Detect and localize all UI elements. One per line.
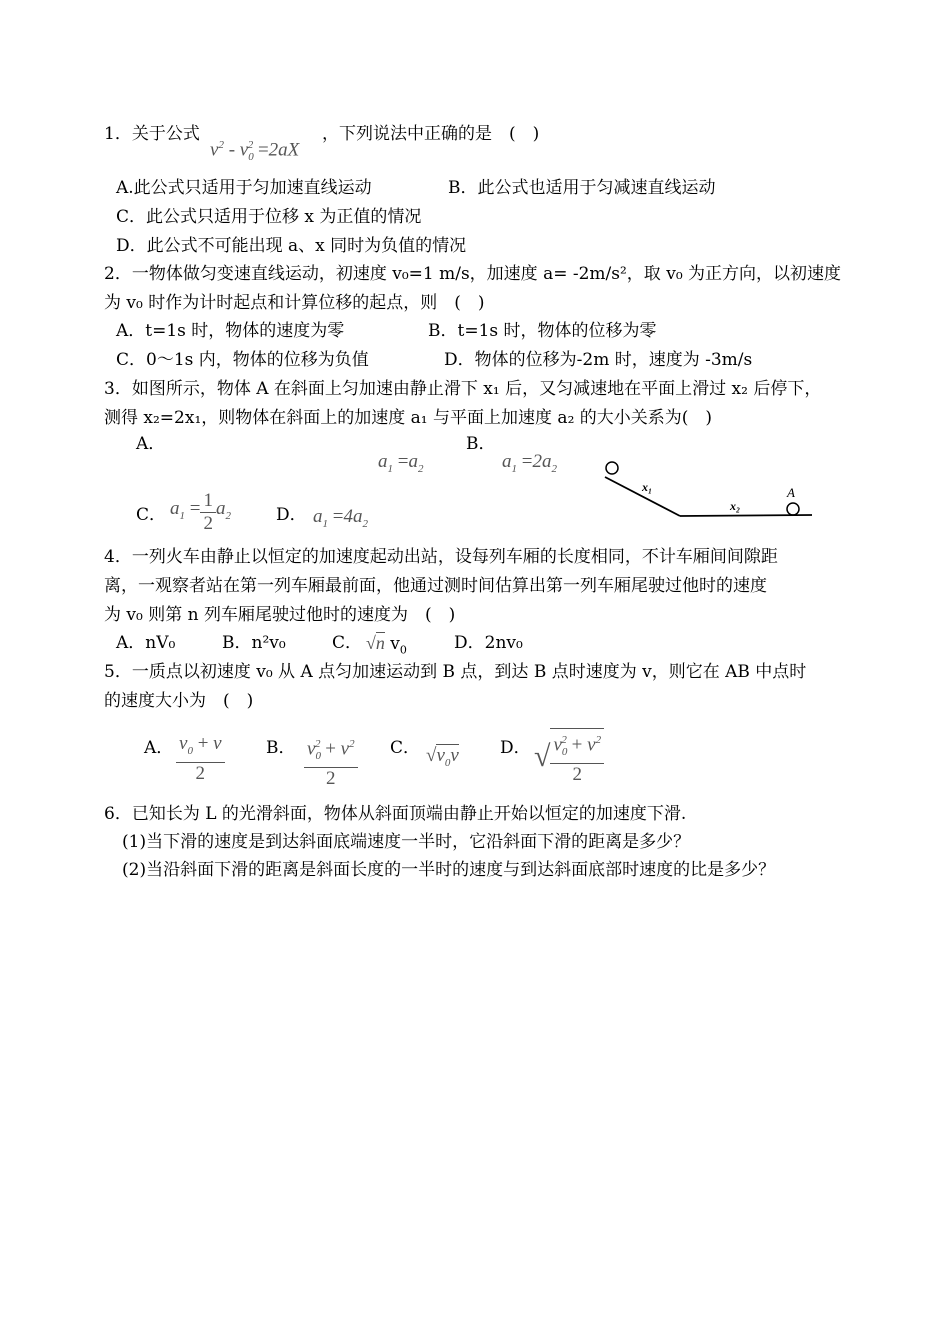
q5-option-a-formula: $\frac{v_0 + v}{2}$ — [176, 733, 225, 785]
q2-stem-line2: 为 v₀ 时作为计时起点和计算位移的起点，则 ( ) — [104, 293, 485, 313]
q1-option-c: C．此公式只适用于位移 x 为正值的情况 — [116, 207, 422, 227]
ball-a-icon — [787, 503, 799, 515]
q3-stem-line1: 3．如图所示，物体 A 在斜面上匀加速由静止滑下 x₁ 后，又匀减速地在平面上滑过 x₂ 后停下， — [104, 379, 822, 399]
q6-stem: 6．已知长为 L 的光滑斜面，物体从斜面顶端由静止开始以恒定的加速度下滑. — [104, 804, 687, 824]
q5-option-c-formula: $√v_0v$ — [426, 745, 459, 769]
q1-stem-suffix: ，下列说法中正确的是 ( ) — [322, 124, 540, 144]
q4-stem-line3: 为 v₀ 则第 n 列车厢尾驶过他时的速度为 ( ) — [104, 605, 456, 625]
q3-option-c-label: C． — [136, 505, 167, 525]
q4-option-b: B．n²v₀ — [222, 633, 286, 653]
q5-option-d-formula: √ $\frac{v_0^2 + v^2}{2}$ — [534, 728, 604, 786]
q6-part1: (1)当下滑的速度是到达斜面底端速度一半时，它沿斜面下滑的距离是多少？ — [122, 832, 691, 852]
q2-option-d: D．物体的位移为-2m 时，速度为 -3m/s — [444, 350, 753, 370]
q1-stem-prefix: 1．关于公式 — [104, 124, 200, 144]
incline-figure — [596, 455, 818, 525]
q1-option-d: D．此公式不可能出现 a、x 同时为负值的情况 — [116, 236, 467, 256]
q3-stem-line2: 测得 x₂=2x₁，则物体在斜面上的加速度 a₁ 与平面上加速度 a₂ 的大小关系为( ) — [104, 408, 713, 428]
q1-option-a: A.此公式只适用于匀加速直线运动 — [116, 178, 372, 198]
q4-option-d: D．2nv₀ — [454, 633, 523, 653]
q1-option-b: B．此公式也适用于匀减速直线运动 — [448, 178, 716, 198]
q5-option-b-label: B． — [266, 738, 296, 758]
q2-option-b: B．t=1s 时，物体的位移为零 — [428, 321, 657, 341]
q4-option-a: A．nV₀ — [116, 633, 176, 653]
q3-option-c-formula: $a_1$ = $\frac{1}{2}$ $a_2$ — [170, 490, 231, 534]
q2-stem-line1: 2．一物体做匀变速直线运动，初速度 v₀=1 m/s，加速度 a= -2m/s²，取 v₀ 为正方向，以初速度 — [104, 264, 842, 284]
q3-option-d-label: D． — [276, 505, 307, 525]
q6-part2: (2)当沿斜面下滑的距离是斜面长度的一半时的速度与到达斜面底部时速度的比是多少？ — [122, 860, 776, 880]
q3-option-a-label: A． — [136, 434, 166, 454]
q5-stem-line2: 的速度大小为 ( ) — [104, 691, 254, 711]
q5-option-c-label: C． — [390, 738, 421, 758]
q5-stem-line1: 5．一质点以初速度 v₀ 从 A 点匀加速运动到 B 点，到达 B 点时速度为 v，则它在 AB 中点时 — [104, 662, 807, 682]
q5-option-a-label: A． — [144, 738, 174, 758]
q3-option-a-formula: $a_1 =a_2$ — [378, 451, 424, 475]
q3-option-d-formula: $a_1 =4a_2$ — [313, 506, 368, 530]
q3-option-b-label: B． — [466, 434, 496, 454]
q4-stem-line1: 4．一列火车由静止以恒定的加速度起动出站，设每列车厢的长度相同，不计车厢间间隙距 — [104, 547, 778, 567]
label-a: A — [787, 485, 795, 500]
label-x2: x₂ — [730, 499, 741, 513]
q2-option-c: C．0～1s 内，物体的位移为负值 — [116, 350, 369, 370]
ball-top-icon — [606, 462, 618, 474]
q5-option-b-formula: $\frac{v_0^2 + v^2}{2}$ — [304, 733, 358, 790]
q5-option-d-label: D． — [500, 738, 531, 758]
q3-option-b-formula: $a_1 =2a_2$ — [502, 451, 557, 475]
q4-option-c-formula: √n $v_0$ — [366, 633, 407, 657]
q1-formula: $v^2 - v_0^2 =2aX$ — [210, 139, 300, 164]
q4-option-c-label: C． — [332, 633, 363, 653]
q2-option-a: A．t=1s 时，物体的速度为零 — [116, 321, 345, 341]
q4-stem-line2: 离，一观察者站在第一列车厢最前面，他通过测时间估算出第一列车厢尾驶过他时的速度 — [104, 576, 767, 596]
label-x1: x₁ — [642, 480, 653, 494]
